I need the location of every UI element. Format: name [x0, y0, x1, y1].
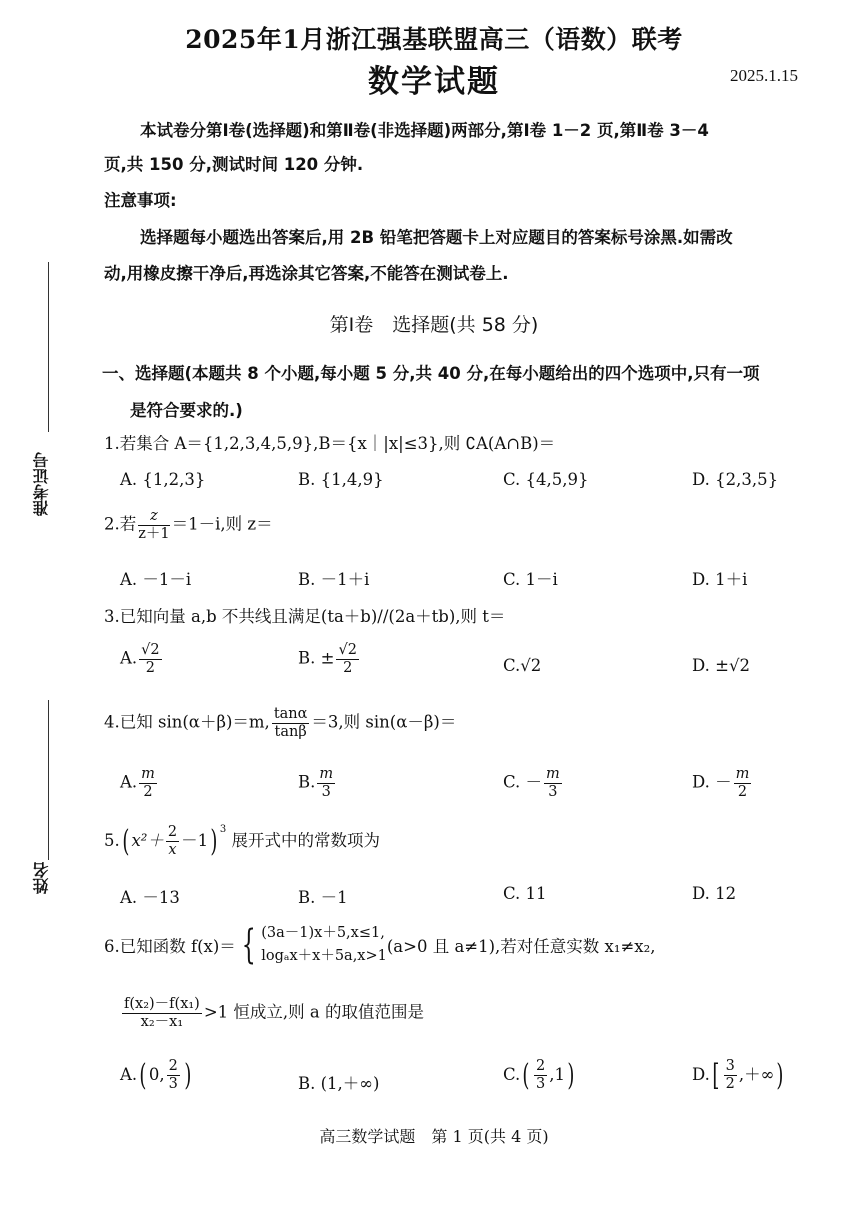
question-4-option-d-label: D. － [692, 772, 732, 792]
question-3-option-b-label: B. ± [298, 648, 335, 668]
question-5-term-2: －1 [181, 831, 209, 850]
c-right-paren: ) [567, 1058, 575, 1093]
question-6-denominator: x₂－x₁ [140, 1013, 184, 1030]
question-2-fraction [138, 508, 169, 542]
question-6-option-c-numerator: 2 [536, 1058, 546, 1075]
intro-line-2: 页,共 150 分,测试时间 120 分钟. [104, 155, 364, 174]
question-3-option-a-numerator: √2 [141, 642, 160, 658]
question-4-stem [104, 706, 456, 740]
question-6-option-c-denominator: 3 [536, 1076, 546, 1092]
d-left-bracket: [ [712, 1058, 720, 1093]
question-5-prefix: 5. [104, 831, 120, 850]
question-2-stem [104, 508, 273, 542]
question-2-option-d: D. 1＋i [692, 570, 748, 589]
question-2-numerator: z [138, 508, 169, 526]
question-5-numerator: 2 [167, 824, 178, 841]
piecewise-cases [261, 922, 387, 968]
question-5-suffix: 展开式中的常数项为 [231, 831, 380, 850]
question-5-option-d: D. 12 [692, 884, 737, 903]
question-4-option-c-label: C. － [503, 772, 543, 792]
question-6-suffix: >1 恒成立,则 a 的取值范围是 [203, 1002, 424, 1022]
question-6-option-d-denominator: 2 [725, 1076, 735, 1092]
section-instruction-1: 一、选择题(本题共 8 个小题,每小题 5 分,共 40 分,在每小题给出的四个选项中,只有一项 [102, 364, 760, 383]
question-2-prefix: 2.若 [104, 514, 137, 534]
notes-title: 注意事项: [104, 191, 177, 210]
question-3-option-d: D. ±√2 [692, 656, 750, 675]
question-1-option-a: A. {1,2,3} [120, 470, 206, 489]
question-4-option-c-fraction [544, 766, 562, 800]
question-6-option-a-label: A. [120, 1065, 138, 1084]
question-4-option-d-numerator: m [735, 766, 750, 782]
question-3-stem: 3.已知向量 a,b 不共线且满足(ta＋b)//(2a＋tb),则 t＝ [104, 607, 506, 626]
piecewise-case-2: logₐx＋x＋5a,x>1 [261, 948, 387, 965]
question-4-option-a-fraction [139, 766, 157, 800]
question-1-option-d: D. {2,3,5} [692, 470, 779, 489]
question-3-option-b-numerator: √2 [338, 642, 357, 658]
question-4-option-a-numerator: m [141, 766, 155, 782]
question-1-option-b: B. {1,4,9} [298, 470, 384, 489]
question-6-fraction [122, 996, 202, 1030]
question-4-option-d-fraction [734, 766, 752, 800]
question-5-denominator: x [168, 842, 177, 858]
a-right-paren: ) [184, 1058, 192, 1093]
question-3-option-b-denominator: 2 [343, 659, 353, 676]
a-left-paren: ( [139, 1058, 147, 1093]
question-4-option-a-label: A. [120, 772, 138, 792]
exam-id-label: 准考证号 [32, 452, 51, 516]
question-3-option-a-label: A. [120, 648, 138, 668]
question-4-option-d [692, 766, 753, 800]
question-2-option-b: B. －1＋i [298, 570, 370, 589]
d-right-paren: ) [776, 1058, 784, 1093]
name-label: 姓名 [32, 862, 51, 894]
piecewise-brace: { [241, 922, 256, 969]
question-3-option-a [120, 642, 164, 676]
question-5-term: x²＋ [131, 831, 164, 850]
question-6-stem [104, 922, 655, 968]
question-4-option-b [298, 766, 337, 800]
question-3-option-a-denominator: 2 [145, 659, 156, 676]
question-5-exponent: 3 [219, 824, 227, 835]
intro-line-1: 本试卷分第Ⅰ卷(选择题)和第Ⅱ卷(非选择题)两部分,第Ⅰ卷 1－2 页,第Ⅱ卷 3－4 [140, 121, 709, 140]
question-1-option-c: C. {4,5,9} [503, 470, 589, 489]
name-line [48, 700, 49, 860]
question-3-option-b [298, 642, 361, 676]
question-6-option-a [120, 1058, 194, 1093]
question-4-option-b-denominator: 3 [321, 783, 331, 800]
question-6-option-c-fraction [534, 1058, 547, 1092]
question-5-stem [104, 824, 380, 859]
question-6-option-b: B. (1,＋∞) [298, 1074, 380, 1093]
question-4-fraction [272, 706, 310, 740]
question-5-option-a: A. －13 [120, 888, 180, 907]
question-6-option-a-numerator: 2 [168, 1058, 178, 1075]
question-4-option-c [503, 766, 564, 800]
question-4-option-b-fraction [317, 766, 335, 800]
exam-date: 2025.1.15 [730, 66, 798, 85]
question-4-option-a [120, 766, 159, 800]
question-6-option-d-label: D. [692, 1065, 710, 1084]
c-left-paren: ( [522, 1058, 530, 1093]
question-2-suffix: ＝1－i,则 z＝ [171, 514, 273, 534]
question-6-option-c-end: ,1 [549, 1065, 565, 1084]
exam-id-line [48, 262, 49, 432]
question-3-option-b-fraction [336, 642, 358, 676]
section-instruction-2: 是符合要求的.) [130, 401, 243, 420]
question-5-fraction [166, 824, 179, 858]
question-4-denominator: tanβ [274, 723, 307, 740]
piecewise-case-1: (3a－1)x＋5,x≤1, [261, 925, 385, 941]
question-6-numerator: f(x₂)－f(x₁) [124, 996, 200, 1012]
question-6-prefix: 6.已知函数 f(x)＝ [104, 937, 236, 957]
question-3-option-c: C.√2 [503, 656, 542, 675]
question-6-stem-2 [120, 996, 424, 1030]
question-4-prefix: 4.已知 sin(α＋β)＝m, [104, 712, 270, 732]
page-footer: 高三数学试题 第 1 页(共 4 页) [319, 1127, 549, 1146]
question-6-option-a-start: 0, [148, 1065, 165, 1084]
notes-line-1: 选择题每小题选出答案后,用 2B 铅笔把答题卡上对应题目的答案标号涂黑.如需改 [140, 228, 733, 247]
question-6-option-c [503, 1058, 577, 1093]
question-4-numerator: tanα [273, 706, 308, 722]
question-6-condition: (a>0 且 a≠1),若对任意实数 x₁≠x₂, [386, 937, 656, 957]
question-4-option-a-denominator: 2 [143, 783, 153, 800]
question-4-option-c-denominator: 3 [548, 783, 558, 800]
question-5-option-b: B. －1 [298, 888, 348, 907]
question-4-option-b-numerator: m [319, 766, 334, 782]
question-6-option-d-fraction [724, 1058, 737, 1092]
left-paren: ( [122, 824, 130, 859]
question-2-option-c: C. 1－i [503, 570, 558, 589]
question-6-option-c-label: C. [503, 1065, 521, 1084]
question-6-option-d [692, 1058, 786, 1093]
question-4-option-b-label: B. [298, 772, 316, 792]
question-6-option-d-numerator: 3 [725, 1058, 735, 1075]
exam-title: 2025年1月浙江强基联盟高三（语数）联考 [185, 25, 683, 54]
question-6-option-a-fraction [167, 1058, 180, 1092]
right-paren: ) [210, 824, 218, 859]
notes-line-2: 动,用橡皮擦干净后,再选涂其它答案,不能答在测试卷上. [104, 264, 509, 283]
question-4-suffix: ＝3,则 sin(α－β)＝ [311, 712, 457, 732]
question-2-denominator: z＋1 [138, 525, 170, 542]
question-4-option-c-numerator: m [546, 766, 560, 782]
section-heading: 第Ⅰ卷 选择题(共 58 分) [329, 314, 539, 336]
question-5-option-c: C. 11 [503, 884, 547, 903]
question-2-option-a: A. －1－i [120, 570, 192, 589]
question-4-option-d-denominator: 2 [737, 783, 748, 800]
question-1-stem: 1.若集合 A＝{1,2,3,4,5,9},B＝{x｜|x|≤3},则 ∁A(A∩B)＝ [104, 434, 556, 453]
question-6-option-a-denominator: 3 [168, 1076, 178, 1092]
question-3-option-a-fraction [139, 642, 161, 676]
question-6-option-d-end: ,＋∞ [738, 1065, 775, 1084]
subject-title: 数学试题 [368, 64, 500, 100]
